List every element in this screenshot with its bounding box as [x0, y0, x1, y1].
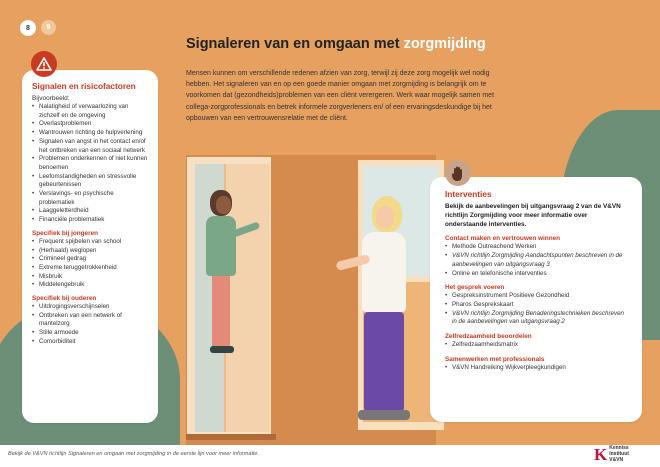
list-item: • Comorbiditeit	[32, 338, 150, 347]
logo-line: V&VN	[609, 457, 624, 463]
page-indicator-next[interactable]: 9	[41, 20, 56, 35]
conversation-section-title: Het gesprek voeren	[445, 284, 505, 292]
list-item: • (Herhaald) weglopen	[32, 247, 150, 256]
list-item: • Problemen onderkennen of niet kunnen benoemen	[32, 155, 150, 172]
collaboration-section-title: Samenwerken met professionals	[445, 355, 545, 363]
signals-list	[32, 103, 150, 225]
list-item[interactable]: • Pharos Gesprekskaart	[445, 301, 630, 310]
footer-note[interactable]: Bekijk de V&VN richtlijn Signaleren en omgaan met zorgmijding in de eerste lijn voor meer informatie.	[8, 451, 259, 457]
logo-line: Instituut	[609, 451, 629, 457]
list-item[interactable]: • V&VN Handreiking Wijkverpleegkundigen	[445, 364, 630, 373]
signals-heading: Signalen en risicofactoren	[32, 81, 136, 91]
list-item[interactable]: • Gespreksinstrument Positieve Gezondheid	[445, 292, 630, 301]
list-item: • Wantrouwen richting de hulpverlening	[32, 129, 150, 138]
list-item: • Nalatigheid of verwaarlozing van zichzelf en de omgeving	[32, 103, 150, 120]
selfreliance-section-title: Zelfredzaamheid beoordelen	[445, 333, 532, 341]
list-item: • Misbruik	[32, 273, 150, 282]
nurse-face	[376, 206, 394, 228]
list-item[interactable]: • Online en telefonische interventies	[445, 270, 630, 279]
list-item: • Ontbreken van een netwerk of mantelzorg	[32, 312, 150, 329]
page-title-accent: zorgmijding	[403, 36, 486, 52]
conversation-list	[445, 292, 630, 327]
nurse-legs	[364, 312, 404, 412]
nurse-body	[362, 232, 406, 312]
list-item: • Signalen van angst in het contact en/of het ontbreken van een sociaal netwerk	[32, 138, 150, 155]
list-item[interactable]: • Zelfredzaamheidsmatrix	[445, 341, 630, 350]
youth-list	[32, 238, 150, 290]
warning-icon	[31, 51, 57, 77]
list-item: • Extreme teruggetrokkenheid	[32, 264, 150, 273]
client-face	[216, 196, 231, 214]
list-item: • Stille armoede	[32, 329, 150, 338]
list-item: • Verslavings- en psychische problematiek	[32, 190, 150, 207]
hand-icon	[445, 160, 471, 186]
page-title	[186, 36, 486, 52]
list-item: • Leefomstandigheden en stressvolle gebeurtenissen	[32, 173, 150, 190]
collaboration-list	[445, 364, 630, 373]
list-item: • Frequent spijbelen van school	[32, 238, 150, 247]
list-item: • Overlastproblemen	[32, 120, 150, 129]
selfreliance-list	[445, 341, 630, 350]
interventions-intro: Bekijk de aanbevelingen bij uitgangsvraag 2 van de V&VN richtlijn Zorgmijding voor meer informatie over onderstaande interventies.	[445, 203, 621, 228]
warning-triangle-icon	[36, 57, 52, 71]
signals-card	[22, 70, 158, 423]
list-item[interactable]: • V&VN richtlijn Zorgmijding Aandachtspunten beschreven in de aanbevelingen van uitgangsvraag 3	[445, 252, 630, 269]
door-step	[186, 434, 276, 440]
logo-text	[609, 445, 629, 463]
interventions-card	[430, 177, 642, 422]
client-feet	[210, 346, 234, 353]
interventions-heading: Interventies	[445, 189, 492, 199]
logo-line: Kenniss	[609, 445, 629, 451]
elderly-section-title: Specifiek bij ouderen	[32, 295, 97, 303]
page-indicator-current[interactable]: 8	[20, 20, 36, 36]
contact-list	[445, 243, 630, 278]
nurse-feet	[358, 410, 410, 420]
raised-hand-icon	[451, 165, 465, 182]
youth-section-title: Specifiek bij jongeren	[32, 229, 99, 237]
client-legs	[212, 276, 230, 346]
list-item: • Financiële problematiek	[32, 216, 150, 225]
page-title-main: Signaleren van en omgaan met	[186, 36, 404, 52]
list-item: • Middelengebruik	[32, 281, 150, 290]
client-body	[206, 216, 236, 276]
list-item: • Laaggeletterdheid	[32, 207, 150, 216]
elderly-list	[32, 303, 150, 347]
list-item: • Crimineel gedrag	[32, 255, 150, 264]
signals-subheading: Bijvoorbeeld:	[32, 95, 70, 102]
list-item: • Uitdrogingsverschijnselen	[32, 303, 150, 312]
intro-paragraph: Mensen kunnen om verschillende redenen afzien van zorg, terwijl zij deze zorg mogelijk wel nodig hebben. Het signaleren van en op een goede manier omgaan met zorgmijding is belangrijk om te voorkomen dat (gezondheids)problemen van een cliënt verergeren. Werk waar mogelijk samen met collega-zorgprofessionals en betrek informele zorgverleners en/ of een ervaringsdeskundige bij het opbouwen van een vertrouwensrelatie met de cliënt.	[186, 70, 495, 122]
logo-letter: K	[594, 444, 608, 464]
list-item[interactable]: • Methode Outreachend Werken	[445, 243, 630, 252]
list-item[interactable]: • V&VN richtlijn Zorgmijding Benaderingstechnieken beschreven in de aanbevelingen van uitgangsvraag 2	[445, 310, 630, 327]
kennisinstituut-logo	[594, 445, 629, 463]
contact-section-title: Contact maken en vertrouwen winnen	[445, 235, 561, 243]
